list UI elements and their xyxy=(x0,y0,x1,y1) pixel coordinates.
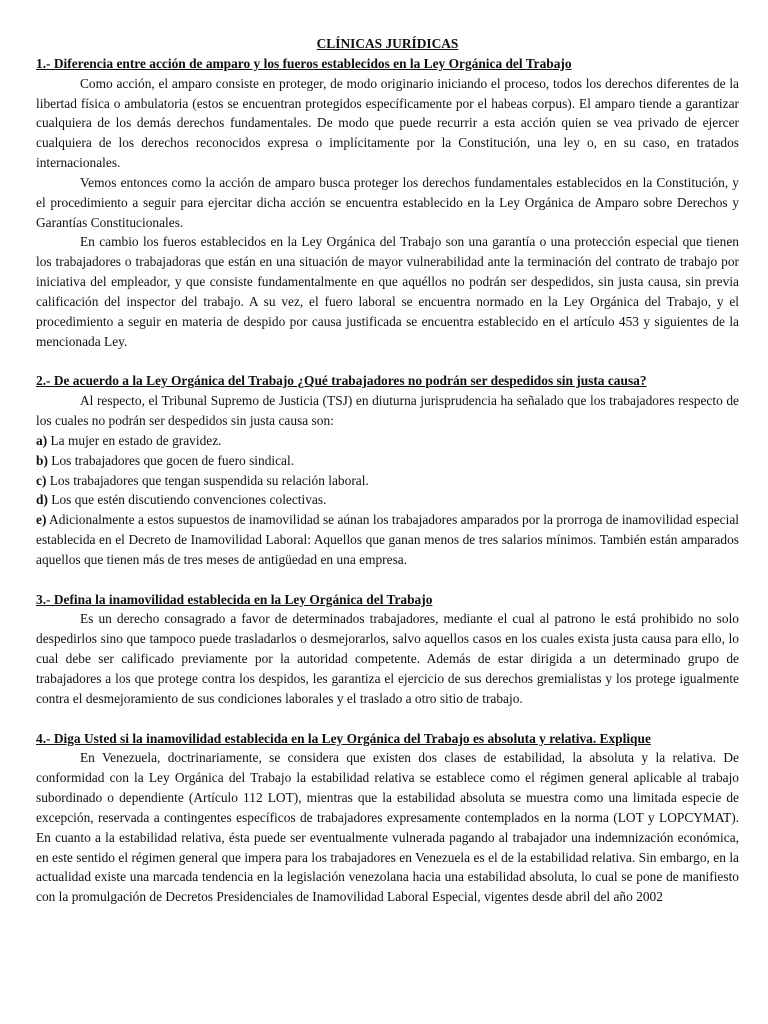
list-item xyxy=(36,471,739,491)
list-item-letter: a) xyxy=(36,432,48,448)
list-item-letter: e) xyxy=(36,512,47,528)
section-2-paragraph-1: Al respecto, el Tribunal Supremo de Justicia (TSJ) en diuturna jurisprudencia ha señalado que los trabajadores respecto de los cuales no podrán ser despedidos sin justa causa son: xyxy=(36,393,739,429)
spacer xyxy=(36,570,739,590)
list-item-text: Los trabajadores que gocen de fuero sindical. xyxy=(47,452,295,468)
list-item-text: Los trabajadores que tengan suspendida su relación laboral. xyxy=(46,472,369,488)
list-item-letter: d) xyxy=(36,492,48,508)
section-3-heading: 3.- Defina la inamovilidad establecida en la Ley Orgánica del Trabajo xyxy=(36,591,433,607)
list-item xyxy=(36,510,739,570)
spacer xyxy=(36,352,739,372)
section-1-paragraph-2: Vemos entonces como la acción de amparo busca proteger los derechos fundamentales establecidos en la Constitución, y el procedimiento a seguir para ejercitar dicha acción se encuentra establecido en la Ley Orgánica de Amparo sobre Derechos y Garantías Constitucionales. xyxy=(36,174,739,230)
spacer xyxy=(36,709,739,729)
section-2-heading: 2.- De acuerdo a la Ley Orgánica del Trabajo ¿Qué trabajadores no podrán ser despedidos sin justa causa? xyxy=(36,373,647,389)
list-item-text: La mujer en estado de gravidez. xyxy=(47,432,222,448)
list-item-text: Los que estén discutiendo convenciones colectivas. xyxy=(47,492,327,508)
list-item-letter: b) xyxy=(36,452,48,468)
section-4-paragraph-1: En Venezuela, doctrinariamente, se considera que existen dos clases de estabilidad, la absoluta y la relativa. De conformidad con la Ley Orgánica del Trabajo la estabilidad relativa se establece como el régimen general aplicable al trabajo subordinado o dependiente (Artículo 112 LOT), mientras que la estabilidad absoluta se muestra como una limitada especie de excepción, reservada a contingentes específicos de trabajadores expresamente contemplados en la norma (LOT y LOPCYMAT). En cuanto a la estabilidad relativa, ésta puede ser eventualmente vulnerada pagando al trabajador una indemnización económica, en este sentido el régimen general que impera para los trabajadores en Venezuela es el de la estabilidad relativa. Sin embargo, en la actualidad existe una marcada tendencia en la legislación venezolana hacia una estabilidad absoluta, lo cual se pone de manifiesto con la promulgación de Decretos Presidenciales de Inamovilidad Laboral Especial, vigentes desde abril del año 2002 xyxy=(36,750,739,905)
section-1-paragraph-3: En cambio los fueros establecidos en la Ley Orgánica del Trabajo son una garantía o una protección especial que tienen los trabajadores o trabajadoras que están en una situación de mayor vulnerabilidad ante la terminación del contrato de trabajo por iniciativa del empleador, y que consiste fundamentalmente en que aquéllos no podrán ser despedidos, sin justa causa, sin previa calificación del inspector del trabajo. A su vez, el fuero laboral se encuentra normado en la Ley Orgánica del Trabajo, y el procedimiento a seguir en materia de despido por causa justificada se encuentra establecido en el artículo 453 y siguientes de la mencionada Ley. xyxy=(36,234,739,349)
section-1-paragraph-1: Como acción, el amparo consiste en proteger, de modo originario iniciando el proceso, todos los derechos diferentes de la libertad física o ambulatoria (estos se encuentran protegidos específicamente por el habeas corpus). El amparo tiende a garantizar cualquiera de los demás derechos fundamentales. De modo que puede recurrir a esta acción quien se vea privado de ejercer cualquiera de los derechos reconocidos expresa o implícitamente por la Constitución, una ley o, en su caso, en tratados internacionales. xyxy=(36,75,739,171)
list-item xyxy=(36,431,739,451)
section-4-heading: 4.- Diga Usted si la inamovilidad establecida en la Ley Orgánica del Trabajo es absoluta y relativa. Explique xyxy=(36,730,651,746)
section-3-paragraph-1: Es un derecho consagrado a favor de determinados trabajadores, mediante el cual al patrono le está prohibido no solo despedirlos sino que tampoco puede trasladarlos o desmejorarlos, salvo aquellos casos en los cuales exista justa causa para ello, lo cual debe ser calificado previamente por la autoridad competente. Además de estar dirigida a un determinado grupo de trabajadores a los que protege contra los despidos, les garantiza el ejercicio de sus derechos gremialistas y los protege igualmente contra el desmejoramiento de sus condiciones laborales y el traslado a otro sitio de trabajo. xyxy=(36,611,739,706)
list-item xyxy=(36,490,739,510)
list-item xyxy=(36,451,739,471)
list-item-letter: c) xyxy=(36,472,47,488)
document-title: CLÍNICAS JURÍDICAS xyxy=(316,36,459,51)
section-1-heading: 1.- Diferencia entre acción de amparo y los fueros establecidos en la Ley Orgánica del Trabajo xyxy=(36,55,572,71)
list-item-text: Adicionalmente a estos supuestos de inamovilidad se aúnan los trabajadores amparados por la prorroga de inamovilidad especial establecida en el Decreto de Inamovilidad Laboral: Aquellos que ganan menos de tres salarios mínimos. También están amparados aquellos que tienen más de tres meses de antigüedad en una empresa. xyxy=(36,512,739,567)
